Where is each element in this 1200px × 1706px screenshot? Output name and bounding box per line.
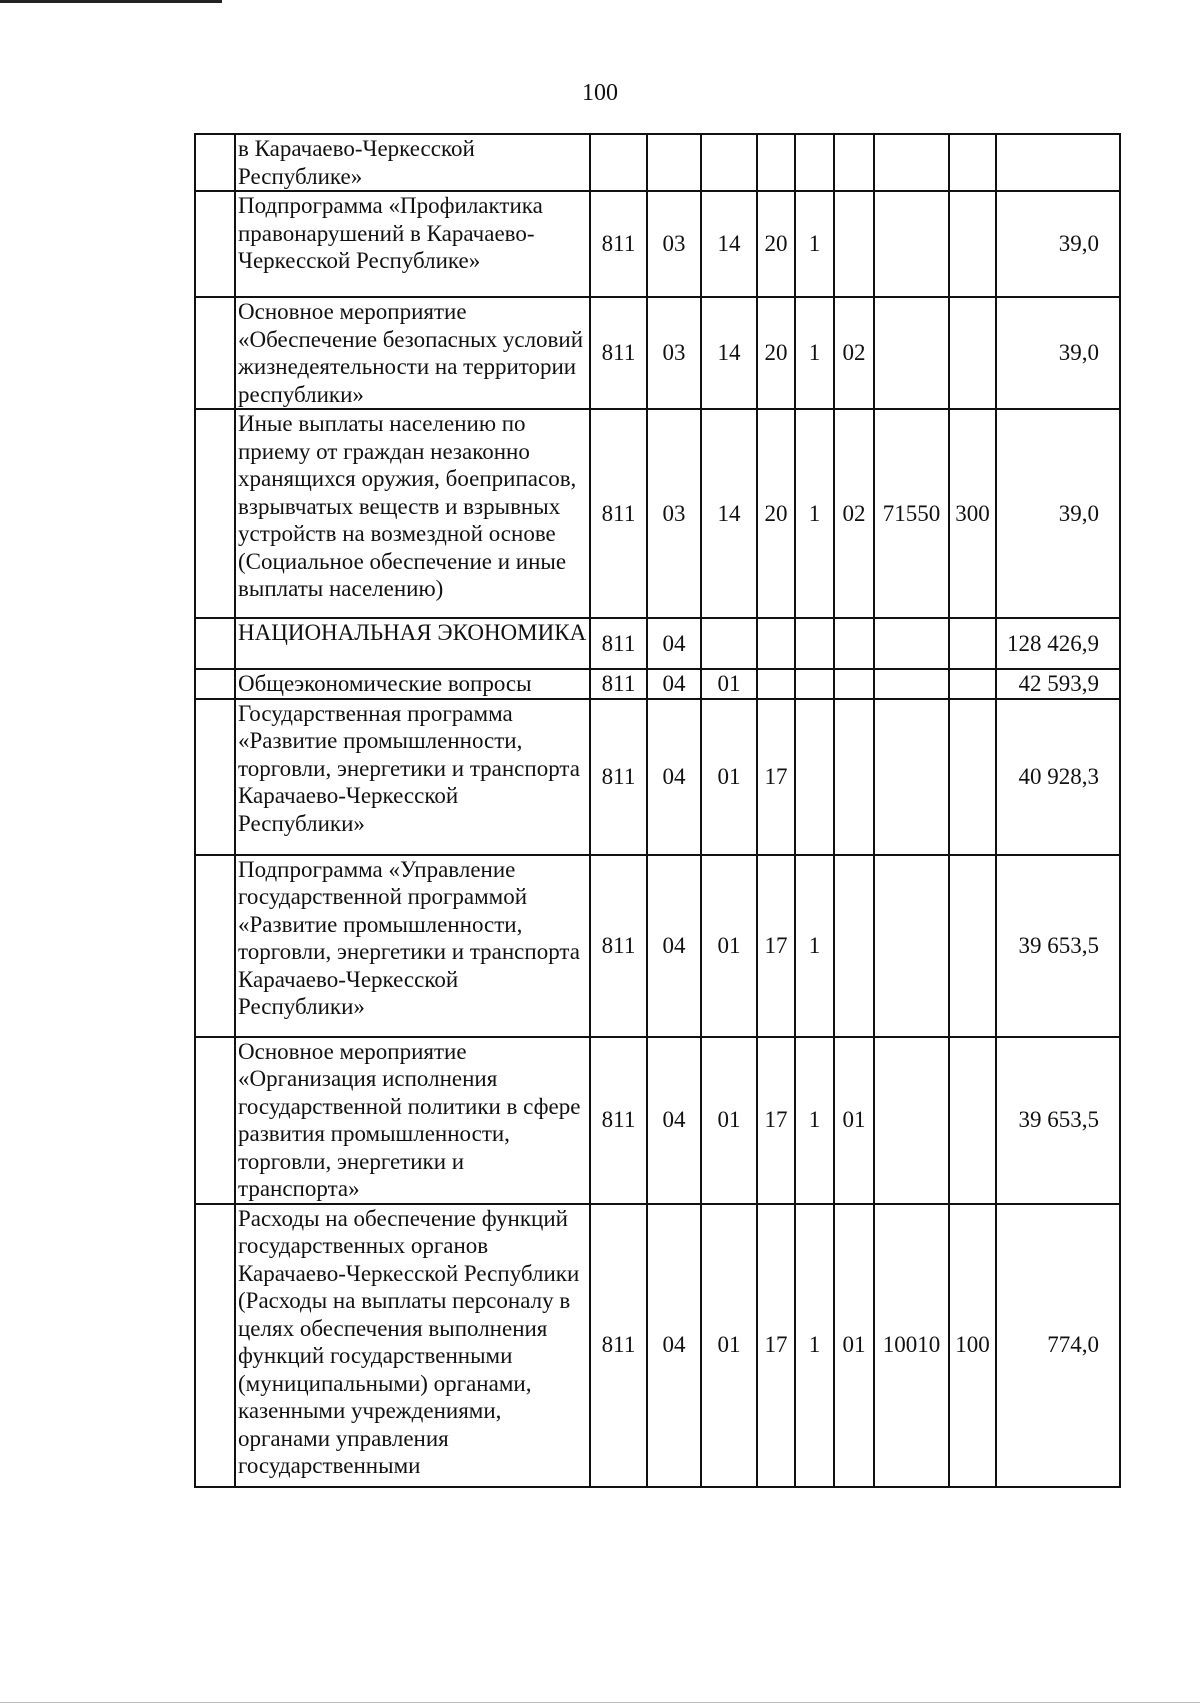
program-code-cell: 17: [757, 1037, 795, 1204]
row-name-cell: Подпрограмма «Управление государственной программой «Развитие промышленности, торговли, энергетики и транспорта Карачаево-Черкесской Республики»: [235, 855, 590, 1037]
section-cell: [647, 134, 701, 191]
row-number-cell: [195, 699, 235, 855]
direction-code-cell: [874, 669, 949, 699]
ministry-code-cell: 811: [590, 409, 647, 618]
subsection-cell: 14: [701, 191, 757, 297]
section-cell: 04: [647, 699, 701, 855]
activity-code-cell: [834, 191, 874, 297]
subprogram-code-cell: 1: [795, 409, 834, 618]
ministry-code-cell: 811: [590, 1037, 647, 1204]
row-number-cell: [195, 669, 235, 699]
direction-code-cell: [874, 134, 949, 191]
expense-type-cell: [949, 297, 996, 409]
table-row: [195, 191, 1120, 297]
subsection-cell: 01: [701, 855, 757, 1037]
expense-type-cell: [949, 134, 996, 191]
program-code-cell: 20: [757, 297, 795, 409]
activity-code-cell: [834, 669, 874, 699]
amount-cell: 42 593,9: [996, 669, 1120, 699]
activity-code-cell: 02: [834, 297, 874, 409]
subprogram-code-cell: 1: [795, 855, 834, 1037]
amount-cell: 128 426,9: [996, 618, 1120, 669]
row-number-cell: [195, 297, 235, 409]
expense-type-cell: [949, 191, 996, 297]
amount-cell: 774,0: [996, 1204, 1120, 1487]
row-name-cell: Подпрограмма «Профилактика правонарушений в Карачаево-Черкесской Республике»: [235, 191, 590, 297]
row-number-cell: [195, 1204, 235, 1487]
activity-code-cell: [834, 618, 874, 669]
ministry-code-cell: 811: [590, 191, 647, 297]
row-number-cell: [195, 1037, 235, 1204]
activity-code-cell: [834, 699, 874, 855]
activity-code-cell: 02: [834, 409, 874, 618]
row-name-cell: Основное мероприятие «Организация исполнения государственной политики в сфере развития промышленности, торговли, энергетики и транспорта»: [235, 1037, 590, 1204]
subsection-cell: 01: [701, 699, 757, 855]
expense-type-cell: [949, 669, 996, 699]
direction-code-cell: [874, 297, 949, 409]
direction-code-cell: [874, 191, 949, 297]
subprogram-code-cell: [795, 669, 834, 699]
table-row: [195, 699, 1120, 855]
amount-cell: [996, 134, 1120, 191]
activity-code-cell: [834, 855, 874, 1037]
section-cell: 04: [647, 618, 701, 669]
expense-type-cell: [949, 1037, 996, 1204]
section-cell: 03: [647, 191, 701, 297]
amount-cell: 39,0: [996, 191, 1120, 297]
subprogram-code-cell: 1: [795, 191, 834, 297]
row-number-cell: [195, 855, 235, 1037]
direction-code-cell: [874, 855, 949, 1037]
section-cell: 03: [647, 409, 701, 618]
section-cell: 04: [647, 1204, 701, 1487]
program-code-cell: 17: [757, 855, 795, 1037]
expense-type-cell: [949, 855, 996, 1037]
subsection-cell: 14: [701, 297, 757, 409]
bottom-rule: [0, 1702, 1200, 1703]
page-number: 100: [582, 80, 618, 106]
ministry-code-cell: 811: [590, 699, 647, 855]
activity-code-cell: 01: [834, 1037, 874, 1204]
subprogram-code-cell: 1: [795, 1204, 834, 1487]
section-cell: 03: [647, 297, 701, 409]
program-code-cell: 20: [757, 191, 795, 297]
row-number-cell: [195, 134, 235, 191]
expense-type-cell: 300: [949, 409, 996, 618]
row-name-cell: Расходы на обеспечение функций государственных органов Карачаево-Черкесской Республики (Расходы на выплаты персоналу в целях обеспечения выполнения функций государственными (муниципальными) органами, казенными учреждениями, органами управления государственными: [235, 1204, 590, 1487]
direction-code-cell: [874, 1037, 949, 1204]
program-code-cell: 17: [757, 699, 795, 855]
row-name-cell: Иные выплаты населению по приему от граждан незаконно хранящихся оружия, боеприпасов, взрывчатых веществ и взрывных устройств на возмездной основе (Социальное обеспечение и иные выплаты населению): [235, 409, 590, 618]
row-name-cell: Основное мероприятие «Обеспечение безопасных условий жизнедеятельности на территории республики»: [235, 297, 590, 409]
amount-cell: 40 928,3: [996, 699, 1120, 855]
table-row: [195, 134, 1120, 191]
amount-cell: 39,0: [996, 409, 1120, 618]
direction-code-cell: 10010: [874, 1204, 949, 1487]
direction-code-cell: [874, 618, 949, 669]
amount-cell: 39 653,5: [996, 855, 1120, 1037]
top-rule: [0, 0, 222, 3]
row-number-cell: [195, 191, 235, 297]
table-row: [195, 409, 1120, 618]
row-number-cell: [195, 618, 235, 669]
ministry-code-cell: [590, 134, 647, 191]
subsection-cell: 01: [701, 1204, 757, 1487]
table-row: [195, 618, 1120, 669]
program-code-cell: [757, 618, 795, 669]
section-cell: 04: [647, 855, 701, 1037]
expense-type-cell: [949, 618, 996, 669]
row-name-cell: НАЦИОНАЛЬНАЯ ЭКОНОМИКА: [235, 618, 590, 669]
program-code-cell: [757, 134, 795, 191]
subprogram-code-cell: [795, 618, 834, 669]
ministry-code-cell: 811: [590, 618, 647, 669]
section-cell: 04: [647, 1037, 701, 1204]
activity-code-cell: [834, 134, 874, 191]
table-row: [195, 1204, 1120, 1487]
activity-code-cell: 01: [834, 1204, 874, 1487]
section-cell: 04: [647, 669, 701, 699]
program-code-cell: [757, 669, 795, 699]
subsection-cell: [701, 134, 757, 191]
row-name-cell: Государственная программа «Развитие промышленности, торговли, энергетики и транспорта Карачаево-Черкесской Республики»: [235, 699, 590, 855]
amount-cell: 39 653,5: [996, 1037, 1120, 1204]
table-body: [195, 134, 1120, 1487]
row-name-cell: в Карачаево-Черкесской Республике»: [235, 134, 590, 191]
subsection-cell: 01: [701, 669, 757, 699]
subprogram-code-cell: [795, 134, 834, 191]
subprogram-code-cell: 1: [795, 297, 834, 409]
table-row: [195, 297, 1120, 409]
row-number-cell: [195, 409, 235, 618]
table-row: [195, 1037, 1120, 1204]
ministry-code-cell: 811: [590, 297, 647, 409]
direction-code-cell: 71550: [874, 409, 949, 618]
program-code-cell: 20: [757, 409, 795, 618]
direction-code-cell: [874, 699, 949, 855]
program-code-cell: 17: [757, 1204, 795, 1487]
row-name-cell: Общеэкономические вопросы: [235, 669, 590, 699]
table-row: [195, 669, 1120, 699]
ministry-code-cell: 811: [590, 669, 647, 699]
budget-table: [194, 133, 1121, 1488]
subsection-cell: [701, 618, 757, 669]
table-row: [195, 855, 1120, 1037]
expense-type-cell: 100: [949, 1204, 996, 1487]
subsection-cell: 01: [701, 1037, 757, 1204]
amount-cell: 39,0: [996, 297, 1120, 409]
subsection-cell: 14: [701, 409, 757, 618]
ministry-code-cell: 811: [590, 855, 647, 1037]
expense-type-cell: [949, 699, 996, 855]
subprogram-code-cell: 1: [795, 1037, 834, 1204]
subprogram-code-cell: [795, 699, 834, 855]
ministry-code-cell: 811: [590, 1204, 647, 1487]
